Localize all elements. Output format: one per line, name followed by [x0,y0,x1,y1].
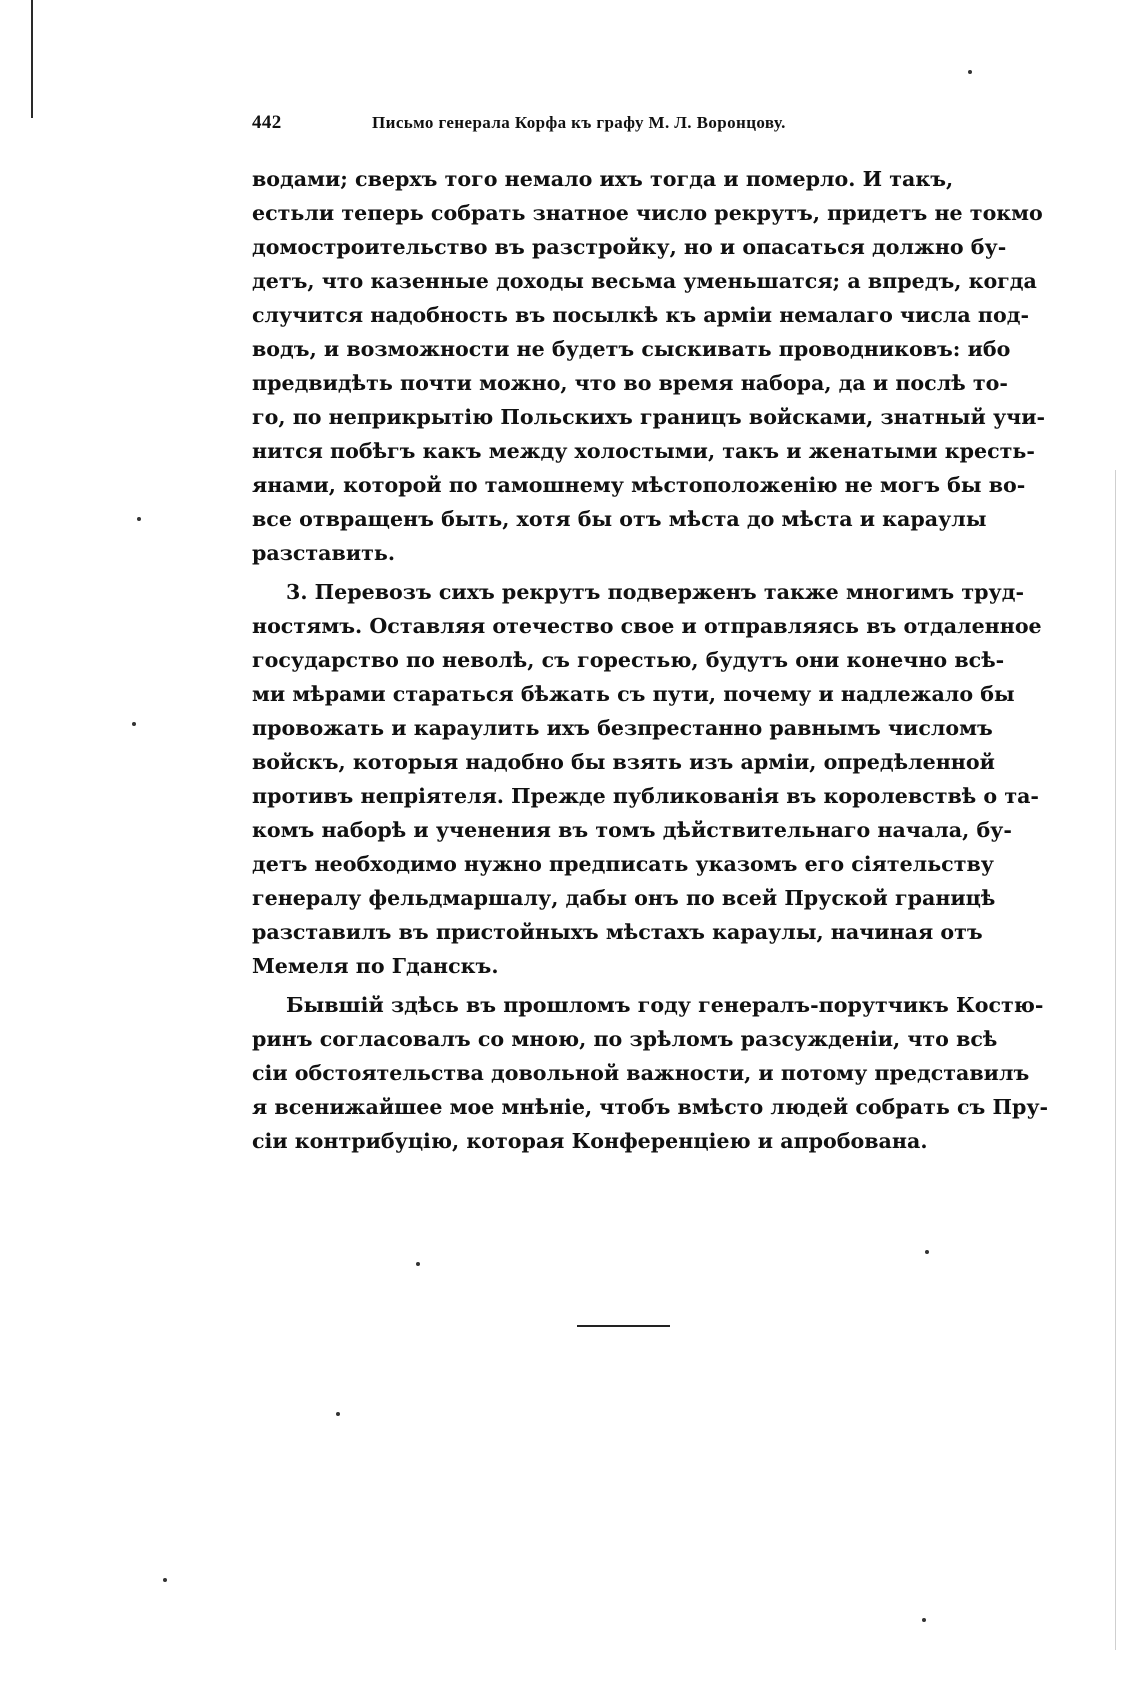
text-line: войскъ, которыя надобно бы взять изъ арміи, опредѣленной [252,750,995,774]
text-line: нится побѣгъ какъ между холостыми, такъ и женатыми кресть- [252,439,1035,463]
text-line: ми мѣрами стараться бѣжать съ пути, почему и надлежало бы [252,682,1015,706]
scan-speck [922,1618,926,1622]
text-line: ностямъ. Оставляя отечество свое и отправляясь въ отдаленное [252,614,1042,638]
page-number: 442 [252,112,282,133]
scan-edge-right [1115,470,1116,1650]
text-line: Мемеля по Гданскъ. [252,954,499,978]
text-line: противъ непріятеля. Прежде публикованія въ королевствѣ о та- [252,784,1039,808]
text-line: я всенижайшее мое мнѣніе, чтобъ вмѣсто людей собрать съ Пру- [252,1095,1049,1119]
text-line: 3. Перевозъ сихъ рекрутъ подверженъ также многимъ труд- [286,580,1025,604]
text-line: провожать и караулить ихъ безпрестанно равнымъ числомъ [252,716,993,740]
text-line: предвидѣть почти можно, что во время набора, да и послѣ то- [252,371,1008,395]
text-line: все отвращенъ быть, хотя бы отъ мѣста до мѣста и караулы [252,507,987,531]
text-line: разставилъ въ пристойныхъ мѣстахъ караулы, начиная отъ [252,920,983,944]
text-line: сіи обстоятельства довольной важности, и потому представилъ [252,1061,1030,1085]
text-line: разставить. [252,541,396,565]
end-rule-divider [577,1325,670,1327]
text-line: естьли теперь собрать знатное число рекрутъ, придетъ не токмо [252,201,1043,225]
scan-speck [137,517,141,521]
text-line: генералу фельдмаршалу, дабы онъ по всей Пруской границѣ [252,886,996,910]
scan-speck [132,722,136,726]
scan-edge-left [31,0,33,118]
text-line: сіи контрибуцію, которая Конференціею и апробована. [252,1129,928,1153]
text-line: янами, которой по тамошнему мѣстоположенію не могъ бы во- [252,473,1026,497]
scan-speck [336,1412,340,1416]
text-line: Бывшій здѣсь въ прошломъ году генералъ-порутчикъ Костю- [286,993,1044,1017]
text-line: детъ необходимо нужно предписать указомъ его сіятельству [252,852,994,876]
scan-speck [925,1250,929,1254]
text-line: случится надобность въ посылкѣ къ арміи немалаго числа под- [252,303,1029,327]
scan-speck [163,1578,167,1582]
paragraph [252,988,1049,1158]
running-head [252,112,912,142]
text-line: водами; сверхъ того немало ихъ тогда и померло. И такъ, [252,167,954,191]
text-line: комъ наборѣ и ученения въ томъ дѣйствительнаго начала, бу- [252,818,1012,842]
scan-speck [968,70,972,74]
scan-speck [416,1262,420,1266]
body-text [252,162,1049,1158]
running-title: Письмо генерала Корфа къ графу М. Л. Воронцову. [372,113,786,132]
paragraph [252,162,1046,570]
text-line: домостроительство въ разстройку, но и опасаться должно бу- [252,235,1007,259]
text-line: детъ, что казенные доходы весьма уменьшатся; а впредъ, когда [252,269,1037,293]
text-line: водъ, и возможности не будетъ сыскивать проводниковъ: ибо [252,337,1011,361]
text-line: ринъ согласовалъ со мною, по зрѣломъ разсужденіи, что всѣ [252,1027,998,1051]
text-line: государство по неволѣ, съ горестью, будутъ они конечно всѣ- [252,648,1005,672]
paragraph [252,575,1042,983]
text-line: го, по неприкрытію Польскихъ границъ войсками, знатный учи- [252,405,1046,429]
